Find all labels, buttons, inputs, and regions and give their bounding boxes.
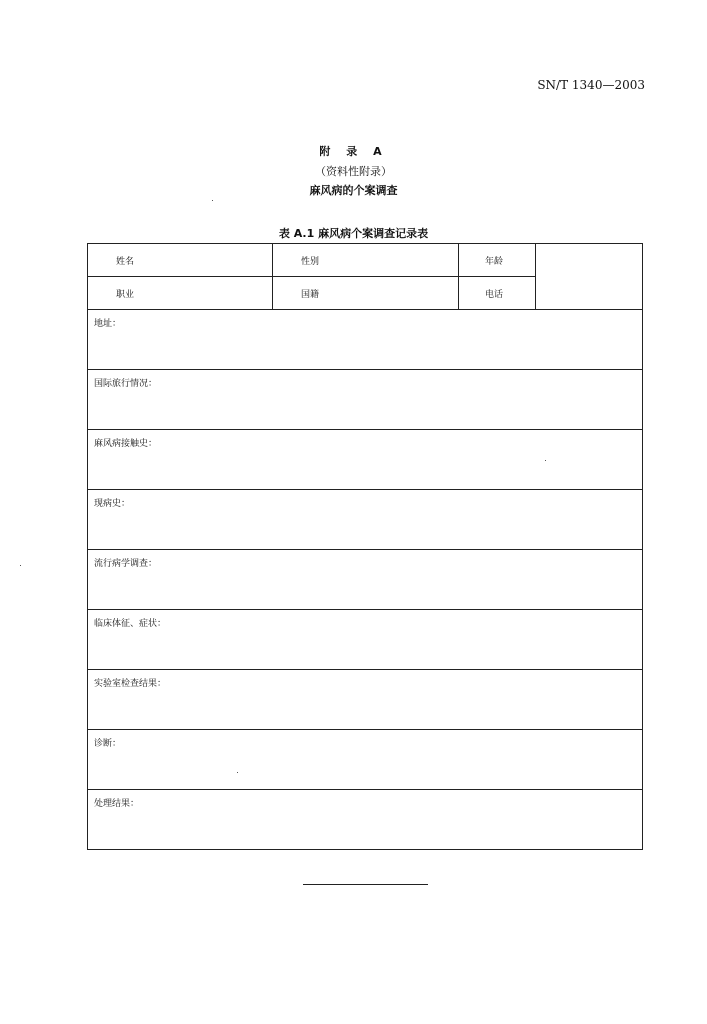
- address-label: 地址：: [94, 319, 122, 329]
- age-cell: [459, 244, 536, 277]
- scan-speck: [212, 200, 213, 201]
- sex-cell: [273, 244, 459, 277]
- scan-speck: [237, 772, 238, 773]
- photo-cell: [536, 244, 643, 310]
- occupation-label: 职业: [116, 289, 135, 300]
- address-section: [88, 310, 643, 370]
- table-row: [88, 550, 643, 610]
- nationality-label: 国籍: [301, 289, 320, 300]
- table-row: [88, 310, 643, 370]
- contact-history-label: 麻风病接触史：: [94, 439, 158, 449]
- name-cell: [88, 244, 273, 277]
- present-illness-section: [88, 490, 643, 550]
- lab-results-section: [88, 670, 643, 730]
- table-row: [88, 790, 643, 850]
- outcome-section: [88, 790, 643, 850]
- epidemiology-section: [88, 550, 643, 610]
- scan-speck: [545, 460, 546, 461]
- scan-speck: [20, 565, 21, 566]
- table-row: [88, 670, 643, 730]
- present-illness-label: 现病史：: [94, 499, 131, 509]
- lab-results-label: 实验室检查结果：: [94, 679, 167, 689]
- standard-code: SN/T 1340—2003: [537, 78, 645, 92]
- case-survey-table: [87, 243, 643, 850]
- appendix-heading: 麻风病的个案调查: [309, 184, 398, 197]
- table-row: [88, 244, 643, 277]
- table-row: [88, 610, 643, 670]
- nationality-cell: [273, 277, 459, 310]
- phone-label: 电话: [485, 289, 504, 300]
- clinical-signs-section: [88, 610, 643, 670]
- table-row: [88, 430, 643, 490]
- table-row: [88, 370, 643, 430]
- phone-cell: [459, 277, 536, 310]
- name-label: 姓名: [116, 256, 135, 267]
- appendix-title: 附 录 A: [319, 145, 388, 158]
- appendix-subtitle: （资料性附录）: [315, 165, 392, 178]
- sex-label: 性别: [301, 256, 320, 267]
- table-caption: 表 A.1 麻风病个案调查记录表: [278, 227, 429, 240]
- contact-history-section: [88, 430, 643, 490]
- table-row: [88, 490, 643, 550]
- table-row: [88, 730, 643, 790]
- end-rule: [303, 884, 428, 885]
- epidemiology-label: 流行病学调查：: [94, 559, 158, 569]
- diagnosis-label: 诊断：: [94, 739, 122, 749]
- travel-label: 国际旅行情况：: [94, 379, 158, 389]
- diagnosis-section: [88, 730, 643, 790]
- travel-section: [88, 370, 643, 430]
- outcome-label: 处理结果：: [94, 799, 140, 809]
- age-label: 年龄: [485, 256, 504, 267]
- occupation-cell: [88, 277, 273, 310]
- clinical-signs-label: 临床体征、症状：: [94, 619, 167, 629]
